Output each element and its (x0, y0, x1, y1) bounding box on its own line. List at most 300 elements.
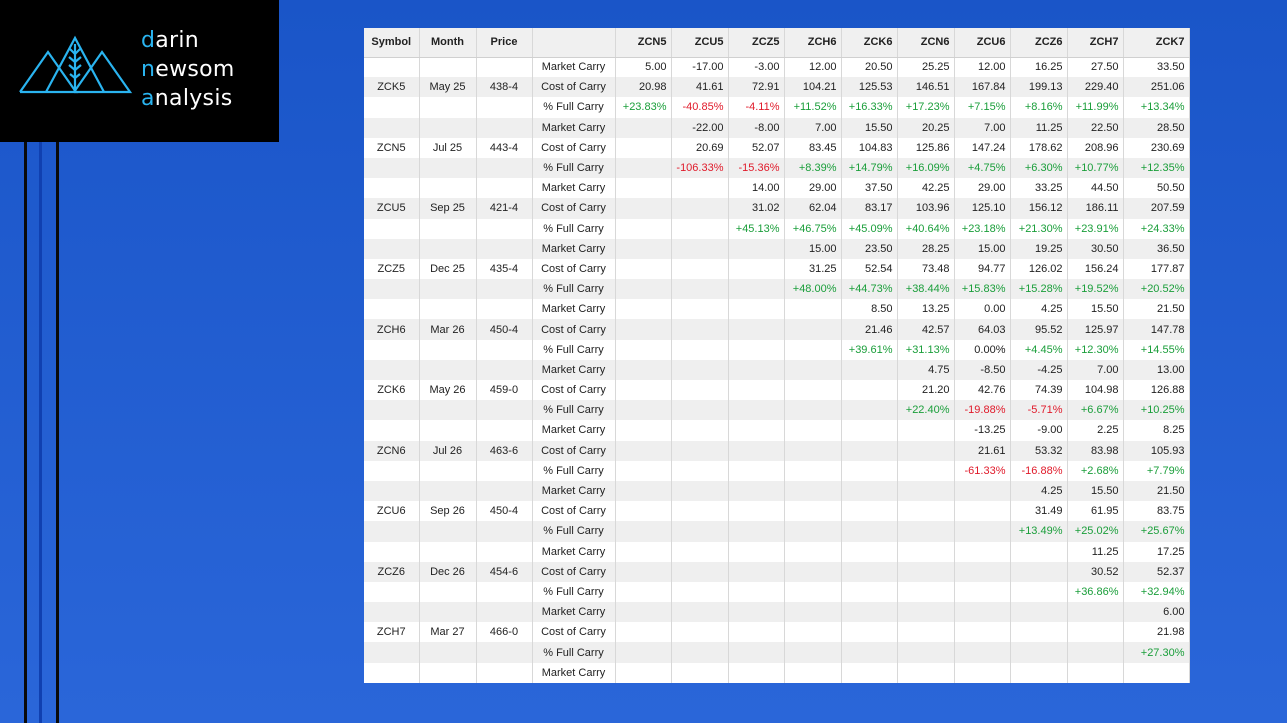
table-cell (1010, 622, 1067, 642)
table-cell: 11.25 (1067, 542, 1123, 562)
table-cell (841, 642, 897, 662)
table-cell (419, 97, 476, 117)
table-cell: 125.97 (1067, 319, 1123, 339)
table-cell: +48.00% (784, 279, 841, 299)
table-cell: +13.34% (1123, 97, 1189, 117)
table-cell: 42.25 (897, 178, 954, 198)
table-cell (728, 461, 784, 481)
table-row (364, 582, 1189, 602)
table-cell: Cost of Carry (532, 622, 615, 642)
table-cell: 30.50 (1067, 239, 1123, 259)
table-cell (419, 279, 476, 299)
table-cell (364, 97, 419, 117)
table-cell (671, 299, 728, 319)
table-cell (615, 400, 671, 420)
table-cell: 27.50 (1067, 57, 1123, 77)
table-cell: Market Carry (532, 663, 615, 683)
table-cell (841, 400, 897, 420)
table-cell (364, 118, 419, 138)
table-cell: +12.30% (1067, 340, 1123, 360)
table-cell (419, 642, 476, 662)
table-cell: 83.75 (1123, 501, 1189, 521)
column-header: ZCH7 (1067, 28, 1123, 57)
table-cell (419, 582, 476, 602)
table-cell (419, 400, 476, 420)
table-cell (476, 219, 532, 239)
table-cell: % Full Carry (532, 582, 615, 602)
table-cell (476, 642, 532, 662)
table-cell: Market Carry (532, 57, 615, 77)
table-cell: 13.00 (1123, 360, 1189, 380)
table-row (364, 299, 1189, 319)
table-cell: +4.45% (1010, 340, 1067, 360)
table-cell: -15.36% (728, 158, 784, 178)
table-cell (615, 562, 671, 582)
table-cell (615, 360, 671, 380)
table-cell (476, 360, 532, 380)
table-cell: +16.09% (897, 158, 954, 178)
table-cell (419, 57, 476, 77)
table-cell (897, 582, 954, 602)
table-cell (784, 461, 841, 481)
table-cell (784, 299, 841, 319)
table-cell (615, 501, 671, 521)
table-cell (728, 521, 784, 541)
table-cell (784, 642, 841, 662)
table-cell (615, 118, 671, 138)
table-cell: +14.79% (841, 158, 897, 178)
table-cell (784, 602, 841, 622)
table-cell (841, 481, 897, 501)
table-cell: 31.49 (1010, 501, 1067, 521)
table-cell (476, 97, 532, 117)
table-cell (364, 481, 419, 501)
table-cell: +19.52% (1067, 279, 1123, 299)
table-cell (419, 481, 476, 501)
table-cell: +31.13% (897, 340, 954, 360)
table-cell (364, 178, 419, 198)
table-cell (671, 420, 728, 440)
table-cell: +12.35% (1123, 158, 1189, 178)
table-cell: 21.50 (1123, 299, 1189, 319)
table-cell: 230.69 (1123, 138, 1189, 158)
table-cell (364, 642, 419, 662)
table-cell: 459-0 (476, 380, 532, 400)
table-cell: ZCN5 (364, 138, 419, 158)
table-cell (364, 521, 419, 541)
table-cell: +23.91% (1067, 219, 1123, 239)
table-cell: 0.00 (954, 299, 1010, 319)
table-cell (671, 219, 728, 239)
table-cell: +36.86% (1067, 582, 1123, 602)
table-cell (615, 259, 671, 279)
table-cell (476, 299, 532, 319)
table-cell: 199.13 (1010, 77, 1067, 97)
table-cell: +23.18% (954, 219, 1010, 239)
table-cell: 83.17 (841, 198, 897, 218)
table-cell: +40.64% (897, 219, 954, 239)
table-cell: 125.86 (897, 138, 954, 158)
table-cell (419, 602, 476, 622)
carry-table (364, 28, 1190, 683)
table-cell: Cost of Carry (532, 562, 615, 582)
table-cell (615, 582, 671, 602)
table-cell: 64.03 (954, 319, 1010, 339)
table-cell (1010, 602, 1067, 622)
table-cell (615, 642, 671, 662)
table-cell: Market Carry (532, 542, 615, 562)
table-cell (419, 118, 476, 138)
table-cell: -8.50 (954, 360, 1010, 380)
table-cell (954, 642, 1010, 662)
table-cell (1067, 642, 1123, 662)
table-cell (728, 360, 784, 380)
table-cell (728, 542, 784, 562)
mountain-wheat-icon (18, 34, 132, 96)
table-cell: Cost of Carry (532, 501, 615, 521)
table-cell (476, 118, 532, 138)
table-cell (1010, 542, 1067, 562)
table-cell (671, 642, 728, 662)
table-cell (364, 360, 419, 380)
table-cell: 17.25 (1123, 542, 1189, 562)
table-cell: 21.50 (1123, 481, 1189, 501)
table-cell (841, 420, 897, 440)
table-cell: 62.04 (784, 198, 841, 218)
table-cell: Market Carry (532, 481, 615, 501)
table-cell: +32.94% (1123, 582, 1189, 602)
table-cell (419, 420, 476, 440)
table-cell: % Full Carry (532, 400, 615, 420)
table-cell (671, 340, 728, 360)
table-cell (419, 340, 476, 360)
table-row (364, 97, 1189, 117)
table-cell (615, 158, 671, 178)
table-cell: 33.25 (1010, 178, 1067, 198)
table-cell: -40.85% (671, 97, 728, 117)
table-cell: % Full Carry (532, 97, 615, 117)
table-cell: 421-4 (476, 198, 532, 218)
table-cell (419, 360, 476, 380)
table-cell: 42.57 (897, 319, 954, 339)
table-cell: +4.75% (954, 158, 1010, 178)
table-row (364, 562, 1189, 582)
table-cell: ZCU5 (364, 198, 419, 218)
table-cell (671, 582, 728, 602)
table-cell: Market Carry (532, 239, 615, 259)
table-cell (728, 481, 784, 501)
table-cell (671, 400, 728, 420)
table-cell (954, 501, 1010, 521)
table-cell (784, 521, 841, 541)
table-cell: 33.50 (1123, 57, 1189, 77)
table-row (364, 360, 1189, 380)
brand-wordmark: darin newsom analysis (141, 28, 235, 111)
table-cell: 251.06 (1123, 77, 1189, 97)
table-cell: +22.40% (897, 400, 954, 420)
table-cell: +8.16% (1010, 97, 1067, 117)
table-cell: 435-4 (476, 259, 532, 279)
table-cell (476, 57, 532, 77)
table-cell: +21.30% (1010, 219, 1067, 239)
table-cell: 52.07 (728, 138, 784, 158)
table-cell: 31.02 (728, 198, 784, 218)
table-cell: 20.98 (615, 77, 671, 97)
table-cell: 19.25 (1010, 239, 1067, 259)
table-row (364, 441, 1189, 461)
table-cell: +10.25% (1123, 400, 1189, 420)
table-cell (784, 663, 841, 683)
table-cell (728, 642, 784, 662)
table-cell: 2.25 (1067, 420, 1123, 440)
table-cell (671, 360, 728, 380)
table-cell: +8.39% (784, 158, 841, 178)
table-cell: 31.25 (784, 259, 841, 279)
table-cell (476, 400, 532, 420)
table-cell: Mar 26 (419, 319, 476, 339)
table-cell: +23.83% (615, 97, 671, 117)
table-cell (615, 542, 671, 562)
table-cell: Market Carry (532, 602, 615, 622)
brand-logo (0, 0, 279, 142)
table-row (364, 138, 1189, 158)
table-cell: ZCK5 (364, 77, 419, 97)
table-cell (364, 219, 419, 239)
column-header: ZCK7 (1123, 28, 1189, 57)
table-cell (615, 279, 671, 299)
table-cell: % Full Carry (532, 340, 615, 360)
table-cell: 29.00 (954, 178, 1010, 198)
table-cell (419, 461, 476, 481)
table-cell: -106.33% (671, 158, 728, 178)
table-cell: 20.69 (671, 138, 728, 158)
table-cell (671, 461, 728, 481)
table-cell (728, 582, 784, 602)
table-cell (784, 340, 841, 360)
table-cell (1067, 602, 1123, 622)
table-cell: 15.50 (1067, 481, 1123, 501)
table-cell (784, 400, 841, 420)
table-cell (364, 299, 419, 319)
table-cell: 178.62 (1010, 138, 1067, 158)
table-cell (476, 542, 532, 562)
table-cell: 53.32 (1010, 441, 1067, 461)
table-cell: 125.53 (841, 77, 897, 97)
table-cell (784, 360, 841, 380)
table-cell: 28.50 (1123, 118, 1189, 138)
table-cell (476, 663, 532, 683)
table-cell (419, 239, 476, 259)
table-cell: 6.00 (1123, 602, 1189, 622)
table-cell (476, 461, 532, 481)
table-cell: ZCK6 (364, 380, 419, 400)
table-cell: +44.73% (841, 279, 897, 299)
table-cell (728, 663, 784, 683)
table-cell: -17.00 (671, 57, 728, 77)
table-cell (615, 602, 671, 622)
table-cell (954, 582, 1010, 602)
table-cell: +6.67% (1067, 400, 1123, 420)
table-cell (615, 239, 671, 259)
table-cell: 7.00 (1067, 360, 1123, 380)
table-cell: Market Carry (532, 118, 615, 138)
table-cell (615, 299, 671, 319)
table-cell (671, 602, 728, 622)
table-cell (841, 542, 897, 562)
table-cell (615, 481, 671, 501)
table-cell: 94.77 (954, 259, 1010, 279)
column-header: ZCN5 (615, 28, 671, 57)
table-cell: 5.00 (615, 57, 671, 77)
table-cell: 4.25 (1010, 481, 1067, 501)
table-cell (784, 481, 841, 501)
table-cell (671, 239, 728, 259)
table-row (364, 319, 1189, 339)
table-cell (841, 663, 897, 683)
table-cell: +24.33% (1123, 219, 1189, 239)
table-cell: 28.25 (897, 239, 954, 259)
table-cell (841, 441, 897, 461)
table-row (364, 501, 1189, 521)
table-cell (954, 602, 1010, 622)
table-cell: Market Carry (532, 178, 615, 198)
table-cell (364, 279, 419, 299)
table-row (364, 118, 1189, 138)
table-cell: 15.50 (1067, 299, 1123, 319)
table-cell (1010, 562, 1067, 582)
table-cell: Sep 26 (419, 501, 476, 521)
table-cell (419, 542, 476, 562)
table-cell (419, 219, 476, 239)
table-cell: +11.99% (1067, 97, 1123, 117)
table-cell: 104.83 (841, 138, 897, 158)
table-cell: Dec 26 (419, 562, 476, 582)
table-cell (841, 521, 897, 541)
table-cell (728, 441, 784, 461)
table-cell (615, 521, 671, 541)
table-cell: 11.25 (1010, 118, 1067, 138)
table-cell (364, 663, 419, 683)
table-cell: 52.54 (841, 259, 897, 279)
table-cell: 30.52 (1067, 562, 1123, 582)
table-cell: 103.96 (897, 198, 954, 218)
table-cell (784, 420, 841, 440)
table-cell: 438-4 (476, 77, 532, 97)
column-header (532, 28, 615, 57)
table-cell (476, 239, 532, 259)
column-header: ZCN6 (897, 28, 954, 57)
table-cell: -61.33% (954, 461, 1010, 481)
table-cell: 463-6 (476, 441, 532, 461)
table-row (364, 663, 1189, 683)
table-cell (728, 400, 784, 420)
table-cell: 208.96 (1067, 138, 1123, 158)
table-cell: ZCN6 (364, 441, 419, 461)
table-cell: +13.49% (1010, 521, 1067, 541)
table-cell: +15.28% (1010, 279, 1067, 299)
table-cell: % Full Carry (532, 461, 615, 481)
table-cell: Cost of Carry (532, 198, 615, 218)
table-row (364, 521, 1189, 541)
table-cell: +27.30% (1123, 642, 1189, 662)
table-cell (476, 279, 532, 299)
table-cell: 12.00 (784, 57, 841, 77)
table-cell (728, 380, 784, 400)
table-cell: Cost of Carry (532, 319, 615, 339)
table-cell (784, 542, 841, 562)
table-cell (841, 360, 897, 380)
table-cell (671, 481, 728, 501)
table-cell (897, 562, 954, 582)
table-cell: Cost of Carry (532, 441, 615, 461)
table-cell: 41.61 (671, 77, 728, 97)
table-cell: 36.50 (1123, 239, 1189, 259)
table-cell (364, 400, 419, 420)
table-cell (615, 663, 671, 683)
table-row (364, 622, 1189, 642)
table-cell (364, 461, 419, 481)
table-row (364, 239, 1189, 259)
table-cell: 12.00 (954, 57, 1010, 77)
table-cell: 8.25 (1123, 420, 1189, 440)
table-cell (671, 562, 728, 582)
table-cell (728, 299, 784, 319)
table-cell (671, 521, 728, 541)
table-cell: 4.75 (897, 360, 954, 380)
column-header: ZCK6 (841, 28, 897, 57)
table-cell (476, 582, 532, 602)
table-cell: 450-4 (476, 319, 532, 339)
table-cell: +14.55% (1123, 340, 1189, 360)
table-cell (476, 178, 532, 198)
table-cell (1010, 582, 1067, 602)
table-cell (897, 521, 954, 541)
table-cell (1123, 663, 1189, 683)
table-cell: Market Carry (532, 420, 615, 440)
table-cell (897, 602, 954, 622)
table-cell: 15.50 (841, 118, 897, 138)
table-cell: % Full Carry (532, 219, 615, 239)
table-cell (671, 178, 728, 198)
table-cell (364, 57, 419, 77)
table-cell (728, 622, 784, 642)
table-cell (728, 562, 784, 582)
table-cell (784, 622, 841, 642)
table-cell (419, 178, 476, 198)
table-cell (841, 622, 897, 642)
table-cell (476, 521, 532, 541)
table-cell (615, 380, 671, 400)
table-cell (784, 501, 841, 521)
table-cell: 23.50 (841, 239, 897, 259)
table-cell: 104.21 (784, 77, 841, 97)
table-cell: 466-0 (476, 622, 532, 642)
table-cell (615, 219, 671, 239)
column-header: ZCU5 (671, 28, 728, 57)
table-cell: 105.93 (1123, 441, 1189, 461)
column-header: ZCU6 (954, 28, 1010, 57)
table-cell (615, 198, 671, 218)
table-cell: 83.98 (1067, 441, 1123, 461)
table-cell (419, 158, 476, 178)
table-cell (615, 319, 671, 339)
table-cell (671, 622, 728, 642)
table-cell (954, 521, 1010, 541)
table-cell: Market Carry (532, 360, 615, 380)
table-cell (728, 279, 784, 299)
table-cell: Cost of Carry (532, 259, 615, 279)
table-cell: +7.79% (1123, 461, 1189, 481)
